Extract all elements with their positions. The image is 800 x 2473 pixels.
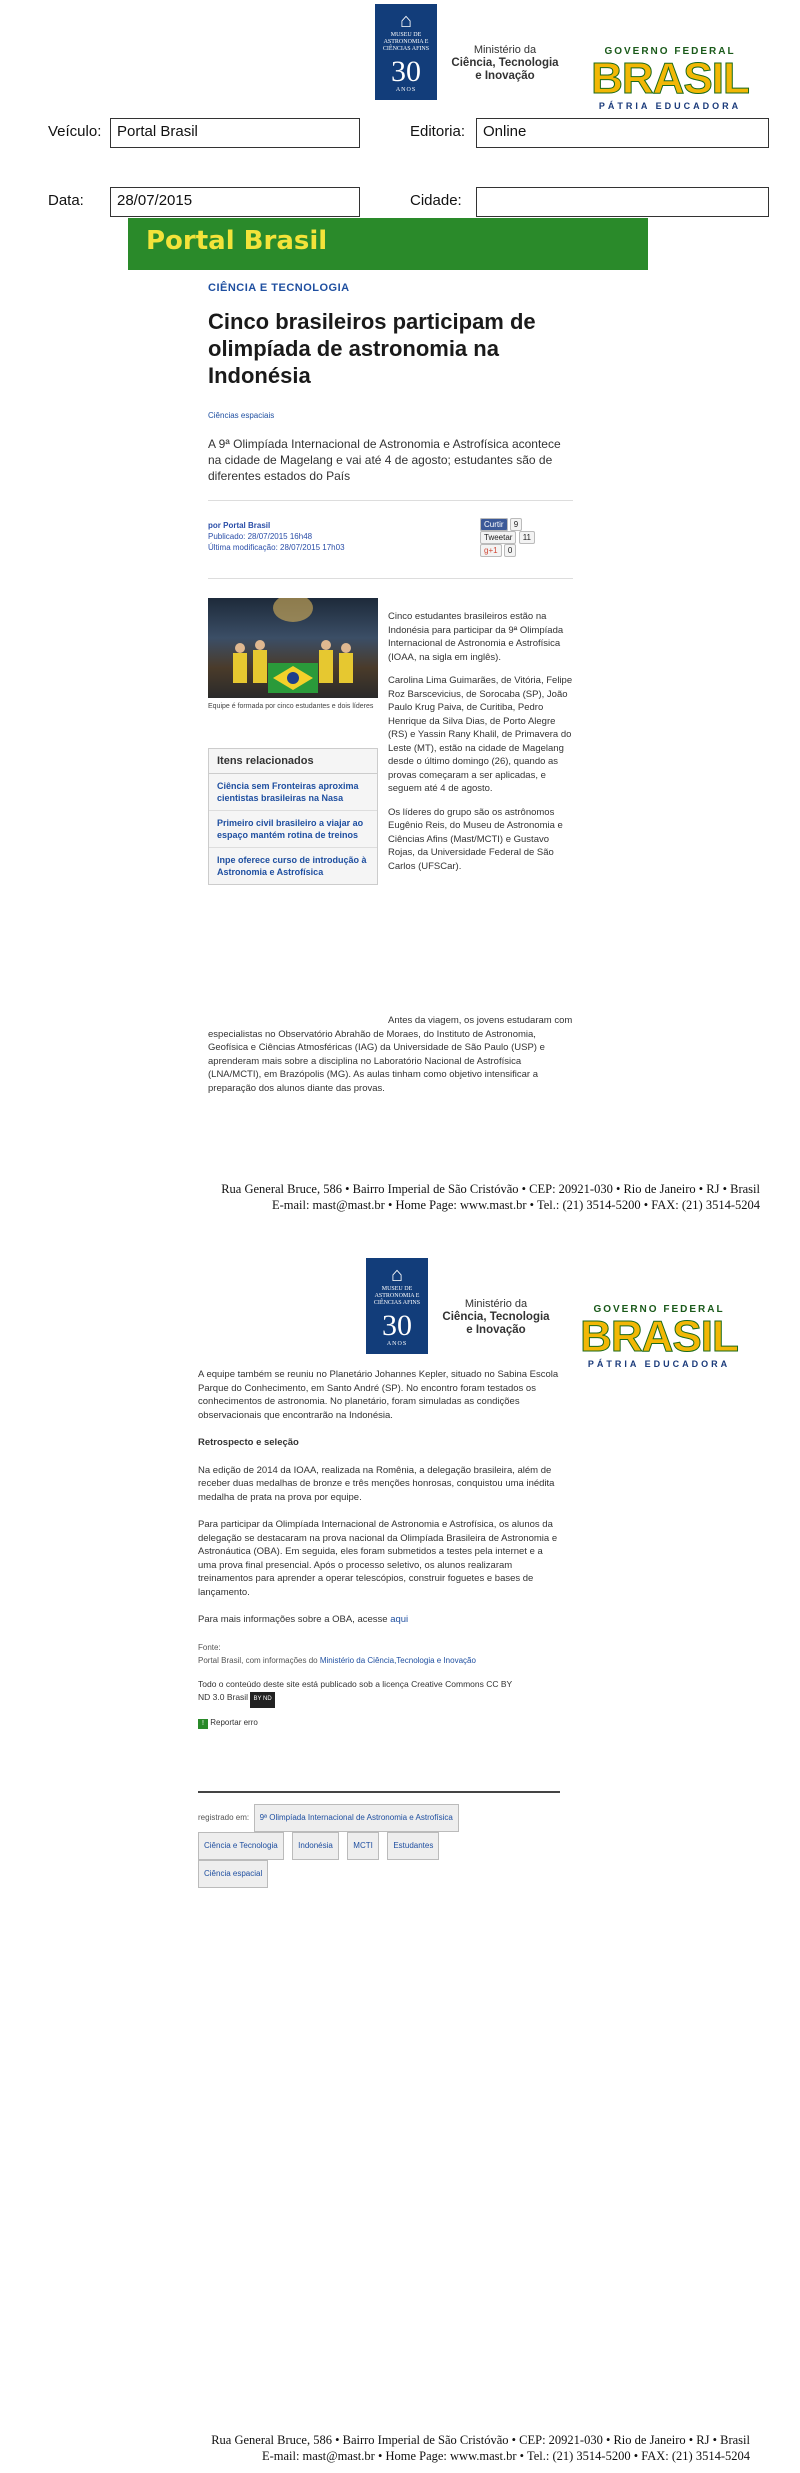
footer-contact: E-mail: mast@mast.br • Home Page: www.mast.br • Tel.: (21) 3514-5200 • FAX: (21) 3514-5204	[261, 2449, 750, 2463]
tag[interactable]: MCTI	[347, 1832, 379, 1860]
ministry-line: Ciência, Tecnologia	[442, 1311, 550, 1323]
ministry-line: Ministério da	[464, 1298, 528, 1310]
editoria-label: Editoria:	[410, 123, 466, 140]
subhead: Retrospecto e seleção	[198, 1437, 299, 1448]
portal-brasil-banner: Portal Brasil	[128, 218, 648, 270]
gov-mid: BRASIL	[580, 1312, 738, 1361]
share-bar	[480, 520, 570, 555]
dome-icon: ⌂	[390, 1264, 403, 1286]
photo-caption: Equipe é formada por cinco estudantes e dois líderes	[208, 703, 374, 710]
report-error	[198, 1716, 560, 1730]
facebook-count: 9	[510, 518, 522, 531]
article-kicker[interactable]: CIÊNCIA E TECNOLOGIA	[208, 282, 350, 294]
published-date: Publicado: 28/07/2015 16h48	[208, 532, 313, 541]
mast-logo	[366, 1258, 428, 1354]
tag[interactable]: Estudantes	[387, 1832, 439, 1860]
fonte-label: Fonte:	[198, 1642, 221, 1652]
gov-top: GOVERNO FEDERAL	[604, 46, 736, 57]
mast-logo-anos: ANOS	[386, 1341, 408, 1347]
tag[interactable]: 9ª Olimpíada Internacional de Astronomia e Astrofísica	[254, 1804, 459, 1832]
ministry-logo	[436, 1298, 556, 1337]
mast-logo-text: MUSEU DE ASTRONOMIA E CIÊNCIAS AFINS	[382, 32, 430, 52]
author[interactable]: por Portal Brasil	[208, 521, 271, 530]
paragraph: Os líderes do grupo são os astrônomos Eugênio Reis, do Museu de Astronomia e Ciências Afins (Mast/MCTI) e Gustavo Rojas, da Universidade Federal de São Carlos (UFSCar).	[388, 806, 563, 872]
veiculo-label: Veículo:	[48, 123, 102, 140]
data-field[interactable]: 28/07/2015	[110, 187, 360, 217]
section-link[interactable]: Ciências espaciais	[208, 411, 275, 420]
data-label: Data:	[48, 192, 84, 209]
report-error-link[interactable]: Reportar erro	[210, 1717, 258, 1727]
ministry-link[interactable]: Ministério da Ciência,Tecnologia e Inovação	[319, 1656, 476, 1665]
gov-mid: BRASIL	[591, 54, 749, 103]
footer-contact: E-mail: mast@mast.br • Home Page: www.mast.br • Tel.: (21) 3514-5200 • FAX: (21) 3514-5204	[271, 1198, 760, 1212]
gov-bottom: PÁTRIA EDUCADORA	[587, 1359, 731, 1369]
footer	[30, 2432, 750, 2464]
paragraph: Cinco estudantes brasileiros estão na Indonésia para participar da 9ª Olimpíada Internacional de Astronomia e Astrofísica (IOAA, na sigla em inglês).	[388, 611, 564, 663]
mast-logo	[375, 4, 437, 100]
modified-date: Última modificação: 28/07/2015 17h03	[208, 543, 345, 552]
related-item[interactable]: Inpe oferece curso de introdução à Astronomia e Astrofísica	[217, 855, 367, 877]
team-photo	[208, 598, 378, 698]
article-continuation	[198, 1368, 560, 1729]
related-item[interactable]: Primeiro civil brasileiro a viajar ao espaço mantém rotina de treinos	[209, 811, 377, 848]
ministry-line: e Inovação	[466, 1324, 526, 1336]
paragraph-text: Para mais informações sobre a OBA, acesse	[198, 1614, 391, 1625]
ministry-line: Ministério da	[473, 44, 537, 56]
oba-link[interactable]: aqui	[390, 1614, 409, 1625]
google-plus-count: 0	[504, 544, 516, 557]
gov-brasil-logo	[585, 46, 755, 111]
dome-icon: ⌂	[399, 10, 412, 32]
footer	[40, 1181, 760, 1213]
tag[interactable]: Ciência espacial	[198, 1860, 268, 1888]
gov-bottom: PÁTRIA EDUCADORA	[598, 101, 742, 111]
divider	[208, 578, 573, 579]
ministry-logo	[445, 44, 565, 83]
cidade-field[interactable]	[476, 187, 769, 217]
ministry-line: Ciência, Tecnologia	[451, 57, 559, 69]
tweet-button[interactable]: Tweetar	[480, 531, 516, 544]
google-plus-button[interactable]: g+1	[480, 544, 502, 557]
facebook-like-button[interactable]: Curtir	[480, 518, 508, 531]
fonte	[198, 1654, 560, 1668]
tag[interactable]: Ciência e Tecnologia	[198, 1832, 284, 1860]
ministry-line: e Inovação	[475, 70, 535, 82]
cidade-label: Cidade:	[410, 192, 462, 209]
fonte-text: Portal Brasil, com informações do	[198, 1656, 320, 1665]
tags-label: registrado em:	[198, 1813, 250, 1822]
article-body-col	[388, 610, 573, 873]
divider	[198, 1791, 560, 1793]
gov-brasil-logo	[574, 1304, 744, 1369]
tag[interactable]: Indonésia	[292, 1832, 339, 1860]
mast-logo-years: 30	[391, 55, 421, 88]
team-photo-illustration	[208, 598, 378, 698]
license-text	[198, 1678, 518, 1708]
paragraph	[198, 1613, 560, 1627]
mast-logo-text: MUSEU DE ASTRONOMIA E CIÊNCIAS AFINS	[373, 1286, 421, 1306]
related-items-box	[208, 748, 378, 885]
tags-section	[198, 1804, 560, 1888]
cc-badge-icon[interactable]: BY ND	[250, 1692, 274, 1708]
gov-top: GOVERNO FEDERAL	[593, 1304, 725, 1315]
article	[208, 282, 573, 501]
article-headline: Cinco brasileiros participam de olimpíada de astronomia na Indonésia	[208, 309, 536, 388]
paragraph: A equipe também se reuniu no Planetário Johannes Kepler, situado no Sabina Escola Parque do Conhecimento, em Santo André (SP). No encontro foram testados os conhecimentos de astronomia. No planetário, foram simuladas as condições observacionais que encontrarão na Indonésia.	[198, 1369, 559, 1421]
footer-address: Rua General Bruce, 586 • Bairro Imperial de São Cristóvão • CEP: 20921-030 • Rio de Janeiro • RJ • Brasil	[221, 1182, 760, 1196]
paragraph: Antes da viagem, os jovens estudaram com especialistas no Observatório Abrahão de Moraes, do Instituto de Astronomia, Geofísica e Ciências Atmosféricas (IAG) da Universidade de São Paulo (USP) e aprenderam mais sobre a disciplina no Laboratório Nacional de Astrofísica (LNA/MCTI), em Brazópolis (MG). As aulas tinham como objetivo intensificar a preparação dos alunos diante das provas.	[208, 1015, 573, 1094]
article-meta	[208, 520, 408, 553]
article-lead: A 9ª Olimpíada Internacional de Astronomia e Astrofísica acontece na cidade de Magelang e vai até 4 de agosto; estudantes são de diferentes estados do País	[208, 436, 573, 501]
editoria-field[interactable]: Online	[476, 118, 769, 148]
related-item[interactable]: Ciência sem Fronteiras aproxima cientistas brasileiras na Nasa	[209, 774, 377, 811]
mast-logo-anos: ANOS	[395, 87, 417, 93]
paragraph: Carolina Lima Guimarães, de Vitória, Felipe Roz Barscevicius, de Sorocaba (SP), João Paulo Krug Paiva, de Curitiba, Pedro Henrique da Silva Dias, de Porto Alegre (RS) e Yassin Rany Khalil, de Primavera do Leste (MT), estão na cidade de Magelang desde o último domingo (26), quando as provas começaram a ser aplicadas, e seguem até 4 de agosto.	[388, 675, 573, 794]
veiculo-field[interactable]: Portal Brasil	[110, 118, 360, 148]
related-title: Itens relacionados	[209, 749, 377, 774]
paragraph: Na edição de 2014 da IOAA, realizada na Romênia, a delegação brasileira, além de receber duas medalhas de bronze e três menções honrosas, conquistou uma inédita medalha de prata na prova por equipe.	[198, 1464, 555, 1503]
mast-logo-years: 30	[382, 1309, 412, 1342]
footer-address: Rua General Bruce, 586 • Bairro Imperial de São Cristóvão • CEP: 20921-030 • Rio de Janeiro • RJ • Brasil	[211, 2433, 750, 2447]
paragraph: Para participar da Olimpíada Internacional de Astronomia e Astrofísica, os alunos da delegação se destacaram na prova nacional da Olimpíada Brasileira de Astronomia e Astronáutica (OBA). Em seguida, eles foram submetidos a testes pela internet e a uma prova final presencial. Após o processo seletivo, os alunos realizaram treinamentos para aprender a operar telescópios, construir foguetes e bases de lançamento.	[198, 1519, 558, 1598]
license-label: Todo o conteúdo deste site está publicado sob a licença Creative Commons CC BY ND 3.0 Brasil	[198, 1678, 513, 1702]
report-icon: !	[198, 1719, 208, 1729]
tweet-count: 11	[519, 531, 535, 544]
